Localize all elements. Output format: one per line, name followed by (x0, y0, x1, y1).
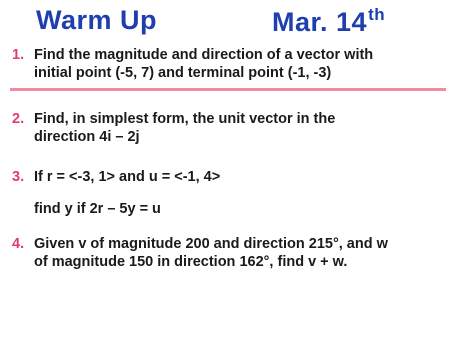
question-text-2 (34, 110, 439, 146)
question-4-line-1: Given v of magnitude 200 and direction 215°, and w (34, 236, 388, 252)
question-2-line-2: direction 4i – 2j (34, 129, 140, 145)
question-3-line-2: find y if 2r – 5y = u (34, 201, 161, 217)
question-number-4: 4. (12, 236, 25, 252)
question-text-1 (34, 46, 439, 82)
question-number-2: 2. (12, 111, 25, 127)
question-4-line-2: of magnitude 150 in direction 162°, find v + w. (34, 254, 348, 270)
question-3-line-1: If r = <-3, 1> and u = <-1, 4> (34, 169, 221, 185)
question-2-line-1: Find, in simplest form, the unit vector in the (34, 111, 336, 127)
title-warm-up: Warm Up (36, 5, 158, 35)
question-text-4 (34, 235, 439, 271)
question-number-3: 3. (12, 169, 25, 185)
question-1-line-2: initial point (-5, 7) and terminal point (-1, -3) (34, 65, 332, 81)
question-1-line-1: Find the magnitude and direction of a vector with (34, 47, 374, 63)
question-text-3 (34, 168, 439, 218)
title-date-main: Mar. 14 (272, 7, 368, 37)
title-date (272, 5, 385, 38)
slide-title (0, 0, 450, 40)
question-number-1: 1. (12, 47, 25, 63)
title-divider (10, 88, 446, 91)
title-date-suffix: th (368, 5, 386, 24)
